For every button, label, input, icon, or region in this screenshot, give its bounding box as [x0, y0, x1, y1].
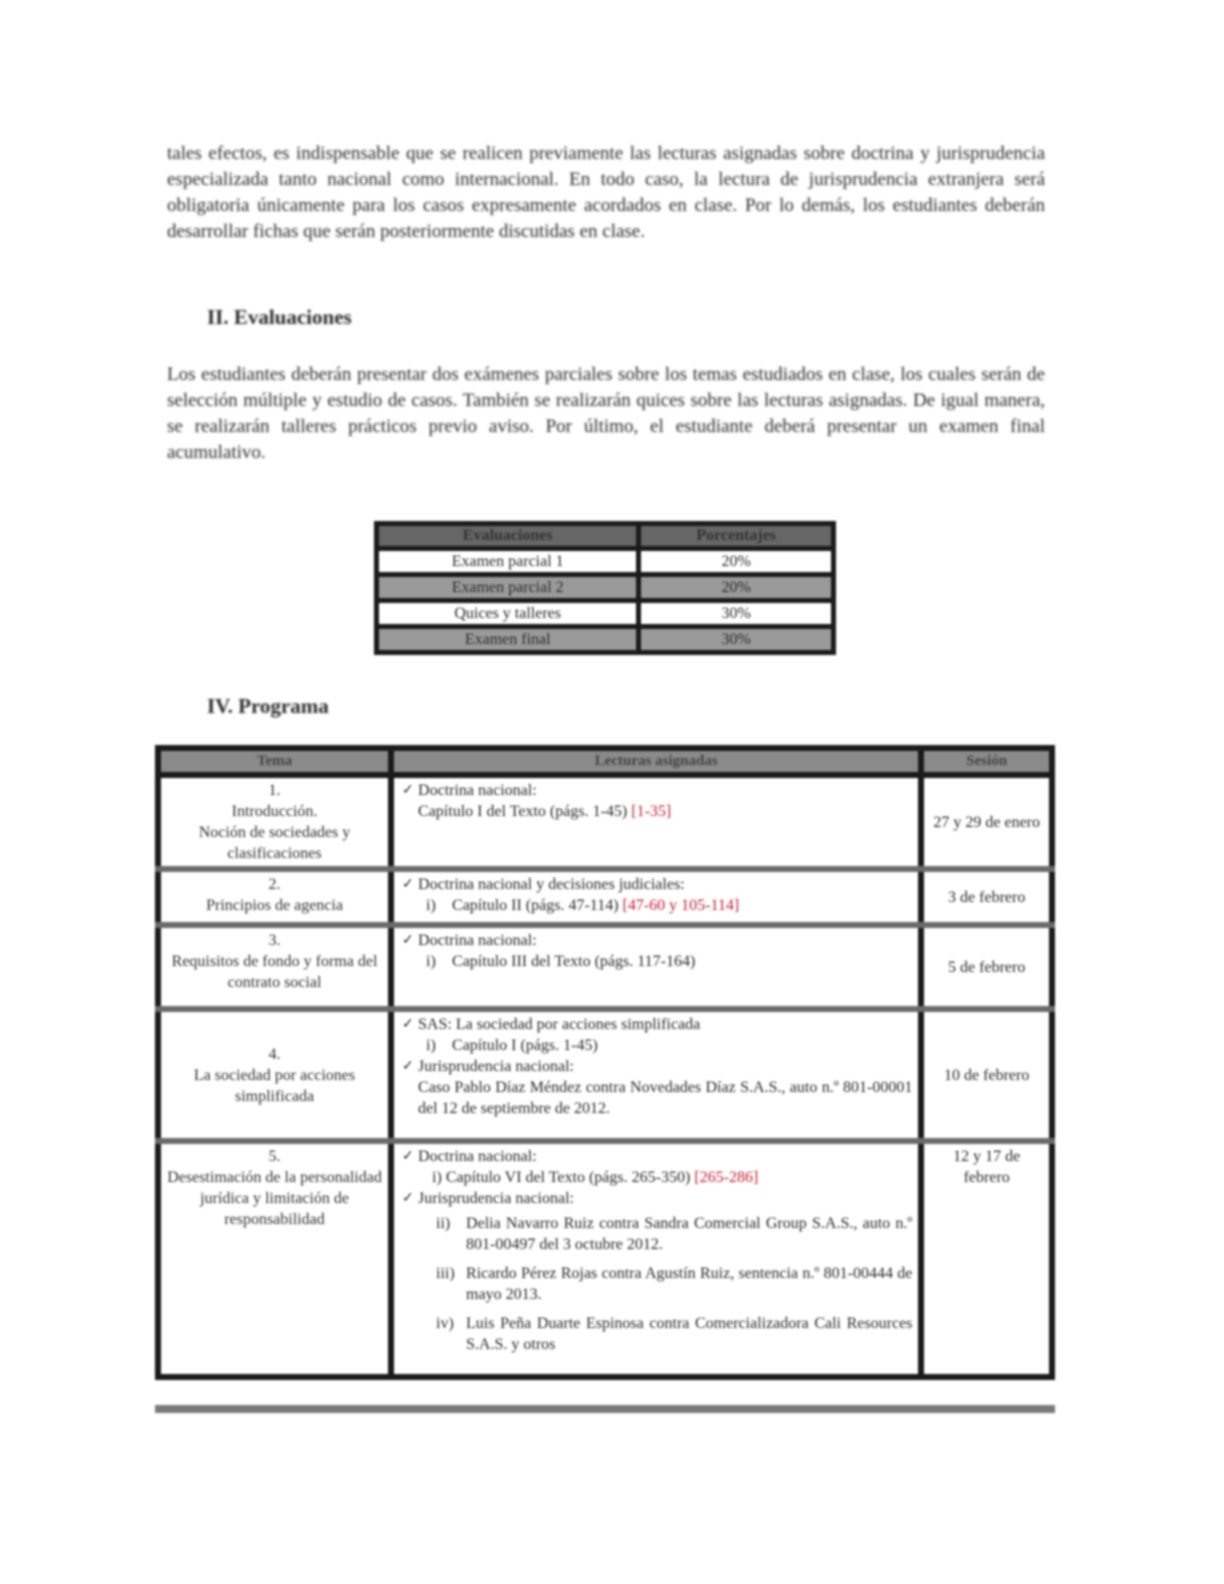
reading-text: Ricardo Pérez Rojas contra Agustín Ruiz, sentencia n.º 801-00444 de mayo 2013. [466, 1265, 913, 1303]
eval-header-evaluaciones: Evaluaciones [377, 524, 639, 549]
check-icon: ✓ [402, 1191, 414, 1206]
reading-detail [418, 1213, 912, 1255]
program-header-sesion: Sesión [921, 748, 1052, 775]
reading-detail [418, 951, 912, 972]
evaluation-paragraph: Los estudiantes deberán presentar dos exámenes parciales sobre los temas estudiados en clase, los cuales serán de selección múltiple y estudio de casos. También se realizarán quices sobre las lecturas asignadas. De igual manera, se realizarán talleres prácticos previo aviso. Por último, el estudiante deberá presentar un examen final acumulativo. [167, 364, 1045, 463]
session-cell: 5 de febrero [921, 925, 1052, 1009]
reading-text: Caso Pablo Díaz Méndez contra Novedades Díaz S.A.S., auto n.º 801-00001 del 12 de septiembre de 2012. [418, 1079, 913, 1117]
reading-number: ii) [436, 1215, 451, 1232]
table-row [377, 601, 834, 627]
reading-label: Doctrina nacional y decisiones judiciales: [418, 876, 685, 893]
reading-number: i) [426, 1037, 436, 1054]
reading-label: Jurisprudencia nacional: [418, 1058, 574, 1075]
list-item [402, 930, 912, 972]
topic-title: Desestimación de la personalidad jurídica y limitación de responsabilidad [167, 1169, 382, 1228]
eval-percent: 20% [639, 575, 834, 601]
list-item [402, 874, 912, 916]
reading-text: Capítulo VI del Texto (págs. 265-350) [445, 1169, 695, 1186]
topic-title: Principios de agencia [206, 897, 343, 914]
table-row [158, 775, 1052, 869]
reading-number: i) [426, 897, 436, 914]
program-heading: IV. Programa [207, 694, 329, 718]
readings-cell [391, 1141, 921, 1377]
topic-subtitle: Noción de sociedades y clasificaciones [198, 824, 351, 862]
readings-cell [391, 925, 921, 1009]
table-row [377, 549, 834, 575]
eval-name: Examen parcial 1 [377, 549, 639, 575]
program-header-lecturas: Lecturas asignadas [391, 748, 921, 775]
session-cell: 27 y 29 de enero [921, 775, 1052, 869]
reading-pages-highlight: [265-286] [694, 1169, 759, 1186]
topic-number: 1. [268, 782, 281, 799]
table-row [158, 925, 1052, 1009]
topic-title: Introducción. [231, 803, 318, 820]
reading-text: Luis Peña Duarte Espinosa contra Comercializadora Cali Resources S.A.S. y otros [466, 1315, 913, 1353]
reading-detail [418, 1313, 912, 1355]
readings-cell [391, 775, 921, 869]
reading-text: Capítulo I (págs. 1-45) [452, 1037, 598, 1054]
reading-detail [418, 1263, 912, 1305]
reading-label: Doctrina nacional: [418, 782, 537, 799]
topic-title: Requisitos de fondo y forma del contrato social [171, 953, 378, 991]
list-item [402, 1146, 912, 1188]
reading-detail [418, 895, 912, 916]
reading-text: Capítulo III del Texto (págs. 117-164) [452, 953, 696, 970]
readings-cell [391, 869, 921, 925]
intro-paragraph: tales efectos, es indispensable que se realicen previamente las lecturas asignadas sobre doctrina y jurisprudencia especializada tanto nacional como internacional. En todo caso, la lectura de jurisprudencia extranjera será obligatoria únicamente para los casos expresamente acordados en clase. Por lo demás, los estudiantes deberán desarrollar fichas que serán posteriormente discutidas en clase. [167, 143, 1045, 242]
check-icon: ✓ [402, 783, 414, 798]
session-cell: 12 y 17 de febrero [921, 1141, 1052, 1377]
reading-number: i) [426, 953, 436, 970]
table-row [377, 627, 834, 653]
reading-label: SAS: La sociedad por acciones simplificada [418, 1016, 701, 1033]
reading-detail [418, 1035, 912, 1056]
topic-cell [158, 869, 391, 925]
reading-number: iii) [436, 1265, 455, 1282]
table-row [158, 1009, 1052, 1141]
reading-pages-highlight: [1-35] [631, 803, 672, 820]
list-item [402, 1188, 913, 1355]
evaluation-heading: II. Evaluaciones [207, 305, 352, 329]
table-row [158, 1141, 1052, 1377]
list-item [402, 1014, 912, 1056]
topic-cell [158, 1009, 391, 1141]
reading-label: Doctrina nacional: [418, 1148, 537, 1165]
reading-label: Jurisprudencia nacional: [418, 1190, 574, 1207]
list-item [402, 1056, 913, 1119]
list-item [402, 780, 912, 822]
reading-detail [418, 1077, 912, 1119]
reading-text: Capítulo II (págs. 47-114) [452, 897, 623, 914]
program-table [155, 745, 1055, 1380]
topic-cell [158, 1141, 391, 1377]
reading-detail [418, 801, 912, 822]
check-icon: ✓ [402, 877, 414, 892]
topic-number: 4. [268, 1045, 281, 1063]
reading-number: i) [432, 1169, 442, 1186]
eval-name: Quices y talleres [377, 601, 639, 627]
reading-text: Capítulo I del Texto (págs. 1-45) [418, 803, 632, 820]
check-icon: ✓ [402, 1149, 414, 1164]
topic-cell [158, 925, 391, 1009]
table-row [158, 869, 1052, 925]
topic-number: 5. [268, 1148, 281, 1165]
eval-name: Examen final [377, 627, 639, 653]
eval-percent: 20% [639, 549, 834, 575]
check-icon: ✓ [402, 1059, 414, 1074]
table-row [377, 575, 834, 601]
check-icon: ✓ [402, 933, 414, 948]
readings-cell [391, 1009, 921, 1141]
reading-label: Doctrina nacional: [418, 932, 537, 949]
reading-pages-highlight: [47-60 y 105-114] [622, 897, 740, 914]
program-header-tema: Tema [158, 748, 391, 775]
topic-title: La sociedad por acciones simplificada [193, 1066, 356, 1105]
eval-name: Examen parcial 2 [377, 575, 639, 601]
check-icon: ✓ [402, 1017, 414, 1032]
eval-percent: 30% [639, 601, 834, 627]
table-bottom-border [155, 1405, 1055, 1413]
session-cell: 3 de febrero [921, 869, 1052, 925]
topic-number: 3. [268, 932, 281, 949]
eval-header-porcentajes: Porcentajes [639, 524, 834, 549]
reading-number: iv) [436, 1315, 454, 1332]
session-cell: 10 de febrero [921, 1009, 1052, 1141]
topic-number: 2. [268, 876, 281, 893]
evaluation-table [374, 521, 836, 655]
reading-detail [418, 1167, 912, 1188]
reading-text: Delia Navarro Ruiz contra Sandra Comercial Group S.A.S., auto n.º 801-00497 del 3 octubre 2012. [466, 1215, 913, 1253]
topic-cell [158, 775, 391, 869]
eval-percent: 30% [639, 627, 834, 653]
